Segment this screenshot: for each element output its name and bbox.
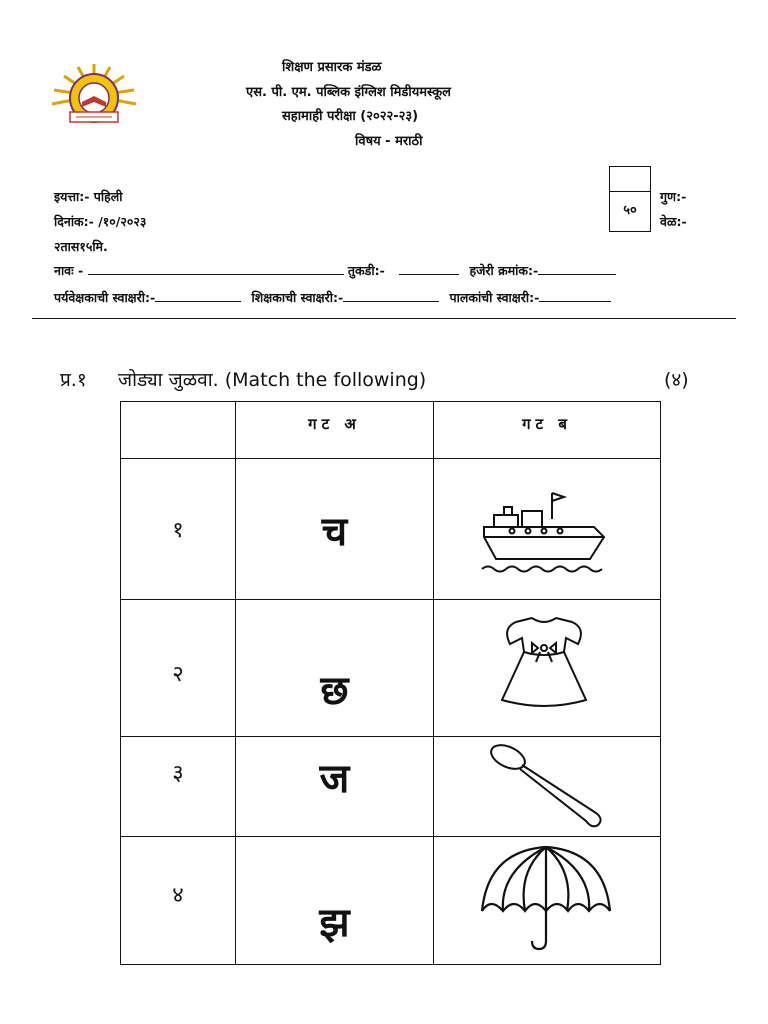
teacher-field[interactable] <box>343 290 439 302</box>
marks-box <box>609 166 651 232</box>
col-b-header: गट ब <box>434 402 661 459</box>
supervisor-label: पर्यवेक्षकाची स्वाक्षरी:- <box>54 290 156 305</box>
letter-cell[interactable]: च <box>236 459 434 600</box>
picture-cell[interactable] <box>434 459 661 600</box>
signature-row <box>54 289 611 306</box>
umbrella-icon <box>478 841 614 953</box>
picture-cell[interactable] <box>434 600 661 737</box>
question-text: जोड्या जुळवा. (Match the following) <box>118 369 427 391</box>
table-row <box>121 737 661 837</box>
question-marks: (४) <box>664 369 689 391</box>
question-number: प्र.१ <box>60 369 87 391</box>
parent-label: पालकांची स्वाक्षरी:- <box>449 290 540 305</box>
teacher-label: शिक्षकाची स्वाक्षरी:- <box>251 290 344 305</box>
match-table <box>120 401 661 965</box>
ship-icon <box>478 489 608 575</box>
division-label: तुकडी:- <box>347 263 385 278</box>
row-number: ४ <box>121 837 236 965</box>
table-row <box>121 837 661 965</box>
letter-cell[interactable]: ज <box>236 737 434 837</box>
name-field[interactable] <box>88 263 344 275</box>
division-field[interactable] <box>399 263 459 275</box>
supervisor-field[interactable] <box>155 290 241 302</box>
marks-label: गुण:- <box>660 189 687 204</box>
dress-icon <box>494 612 594 712</box>
col-num-header <box>121 402 236 459</box>
letter-cell[interactable]: छ <box>236 600 434 737</box>
picture-cell[interactable] <box>434 737 661 837</box>
school-logo <box>48 62 140 130</box>
picture-cell[interactable] <box>434 837 661 965</box>
exam-title: सहामाही परीक्षा (२०२२-२३) <box>282 109 419 124</box>
time-label: वेळ:- <box>660 214 687 229</box>
total-marks: ५० <box>623 203 637 218</box>
table-header-row <box>121 402 661 459</box>
divider <box>32 318 736 319</box>
roll-label: हजेरी क्रमांक:- <box>469 263 539 278</box>
row-number: २ <box>121 600 236 737</box>
duration-label: २तास१५मि. <box>54 239 108 254</box>
name-row <box>54 262 616 279</box>
class-label: इयत्ता:- पहिली <box>54 189 123 204</box>
org-name: शिक्षण प्रसारक मंडळ <box>282 60 382 75</box>
school-name: एस. पी. एम. पब्लिक इंग्लिश मिडीयमस्कूल <box>246 85 451 100</box>
col-a-header: गट अ <box>236 402 434 459</box>
row-number: ३ <box>121 737 236 837</box>
table-row <box>121 459 661 600</box>
subject: विषय - मराठी <box>355 134 423 149</box>
row-number: १ <box>121 459 236 600</box>
letter-cell[interactable]: झ <box>236 837 434 965</box>
roll-field[interactable] <box>538 263 616 275</box>
parent-field[interactable] <box>539 290 611 302</box>
spoon-icon <box>486 739 616 829</box>
table-row <box>121 600 661 737</box>
name-label: नावः - <box>54 263 84 278</box>
date-label: दिनांक:- /१०/२०२३ <box>54 214 147 229</box>
